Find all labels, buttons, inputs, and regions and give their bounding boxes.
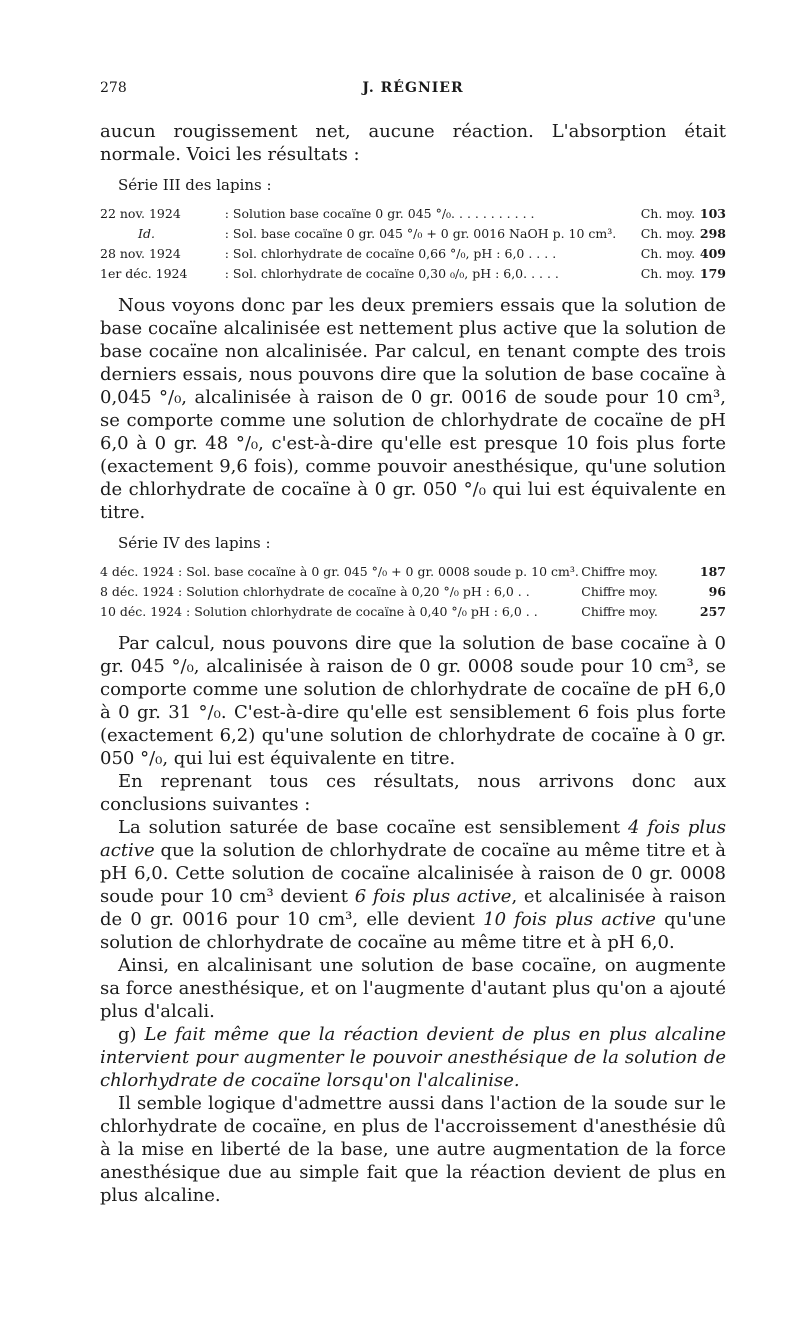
page-header (100, 80, 726, 100)
row-value: 298 (699, 226, 726, 241)
paragraph-conclusions-intro: En reprenant tous ces résultats, nous arrivons donc aux conclusions suivantes : (100, 771, 726, 815)
emphasis-text: 6 fois plus active (354, 886, 512, 907)
row-value: 103 (699, 206, 726, 221)
table-row (100, 204, 726, 224)
series-3-label: Série III des lapins : (118, 176, 272, 194)
paragraph-analysis-series-4: Par calcul, nous pouvons dire que la solution de base cocaïne à 0 gr. 045 °/₀, alcalinisée à raison de 0 gr. 0008 soude pour 10 cm³, se comporte comme une solution de chlorhydrate de cocaïne de pH 6,0 à 0 gr. 31 °/₀. C'est-à-dire qu'elle est sensiblement 6 fois plus forte (exactement 6,2) qu'une solution de chlorhydrate de cocaïne à 0 gr. 050 °/₀, qui lui est équivalente en titre. (100, 633, 726, 769)
row-measure-label: Chiffre moy. (581, 584, 658, 599)
text-span: que la solution de chlorhydrate de cocaïne au même titre et à pH 6,0. Cette solution de cocaïne alcalinisée à raison de 0 gr. 0008 soude pour 10 cm³ devient (100, 840, 726, 907)
row-value: 187 (699, 564, 726, 579)
row-measure-label: Ch. moy. (640, 226, 696, 241)
row-description: 4 déc. 1924 : Sol. base cocaïne à 0 gr. 045 °/₀ + 0 gr. 0008 soude p. 10 cm³. (100, 564, 579, 579)
row-measure-label: Ch. moy. (640, 206, 696, 221)
row-measure-label: Ch. moy. (640, 266, 696, 281)
row-description: : Solution base cocaïne 0 gr. 045 °/₀. . . . . . . . . . . (224, 206, 535, 221)
text-span: , et alcalinisée à raison de 0 gr. 0016 pour 10 cm³, elle devient (100, 886, 726, 930)
row-description: 8 déc. 1924 : Solution chlorhydrate de cocaïne à 0,20 °/₀ pH : 6,0 . . (100, 584, 530, 599)
row-value: 409 (699, 246, 726, 261)
table-row (100, 224, 726, 244)
paragraph-conclusion-1 (100, 816, 726, 954)
row-value: 257 (699, 604, 726, 619)
paragraph-analysis-series-3: Nous voyons donc par les deux premiers essais que la solution de base cocaïne alcalinisée est nettement plus active que la solution de base cocaïne non alcalinisée. Par calcul, en tenant compte des trois derniers essais, nous pouvons dire que la solution de base cocaïne à 0,045 °/₀, alcalinisée à raison de 0 gr. 0016 de soude pour 10 cm³, se comporte comme une solution de chlorhydrate de cocaïne de pH 6,0 à 0 gr. 48 °/₀, c'est-à-dire qu'elle est presque 10 fois plus forte (exactement 9,6 fois), comme pouvoir anesthésique, qu'une solution de chlorhydrate de cocaïne à 0 gr. 050 °/₀ qui lui est équivalente en titre. (100, 295, 726, 523)
emphasis-text: Le fait même que la réaction devient de plus en plus alcaline intervient pour augmenter le pouvoir anesthésique de la solution de chlorhydrate de cocaïne lorsqu'on l'alcalinise. (100, 1024, 726, 1091)
table-row (100, 602, 726, 622)
series-3-table (100, 204, 726, 284)
page-number: 278 (100, 80, 127, 96)
paragraph-final: Il semble logique d'admettre aussi dans l'action de la soude sur le chlorhydrate de cocaïne, en plus de l'accroissement d'anesthésie dû à la mise en liberté de la base, une autre augmentation de la force anesthésique due au simple fait que la réaction devient de plus en plus alcaline. (100, 1093, 726, 1206)
row-value: 179 (699, 266, 726, 281)
row-description: : Sol. base cocaïne 0 gr. 045 °/₀ + 0 gr. 0016 NaOH p. 10 cm³. (224, 226, 617, 241)
row-date: 28 nov. 1924 (100, 246, 181, 261)
text-span: La solution saturée de base cocaïne est sensiblement (118, 817, 629, 838)
table-row (100, 264, 726, 284)
running-head: J. RÉGNIER (362, 80, 464, 96)
table-row (100, 562, 726, 582)
intro-paragraph: aucun rougissement net, aucune réaction. L'absorption était normale. Voici les résultats : (100, 121, 726, 165)
row-description: : Sol. chlorhydrate de cocaïne 0,66 °/₀, pH : 6,0 . . . . (224, 246, 557, 261)
row-date: 22 nov. 1924 (100, 206, 181, 221)
row-date: 1er déc. 1924 (100, 266, 188, 281)
row-value: 96 (708, 584, 726, 599)
series-4-table (100, 562, 726, 622)
row-date: Id. (138, 226, 155, 241)
row-description: : Sol. chlorhydrate de cocaïne 0,30 ₀/₀, pH : 6,0. . . . . (224, 266, 559, 281)
row-measure-label: Ch. moy. (640, 246, 696, 261)
table-row (100, 582, 726, 602)
paragraph-conclusion-2: Ainsi, en alcalinisant une solution de base cocaïne, on augmente sa force anesthésique, et on l'augmente d'autant plus qu'on a ajouté plus d'alcali. (100, 955, 726, 1022)
paragraph-conclusion-g (100, 1023, 726, 1092)
text-span: qu'une solution de chlorhydrate de cocaïne au même titre et à pH 6,0. (100, 909, 727, 953)
table-row (100, 244, 726, 264)
series-4-label: Série IV des lapins : (118, 534, 271, 552)
row-description: 10 déc. 1924 : Solution chlorhydrate de cocaïne à 0,40 °/₀ pH : 6,0 . . (100, 604, 538, 619)
row-measure-label: Chiffre moy. (581, 564, 658, 579)
emphasis-text: 4 fois plus active (100, 817, 727, 861)
emphasis-text: 10 fois plus active (483, 909, 656, 930)
page-body (100, 120, 726, 1207)
row-measure-label: Chiffre moy. (581, 604, 658, 619)
item-marker: g) (118, 1024, 145, 1045)
